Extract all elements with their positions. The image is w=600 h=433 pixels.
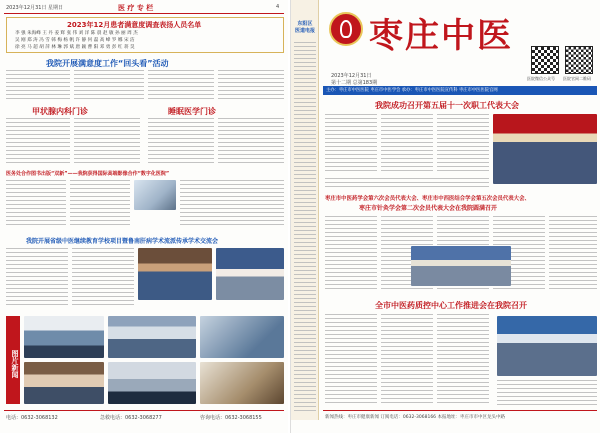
article-title-quality-control-meeting: 全市中医药质控中心工作推进会在我院召开 [375,301,527,310]
side-column-label: 东阳区 医道电报 [294,21,315,34]
staff-congress-photo [493,114,597,184]
conference-group-photo [138,248,212,300]
article-title-association-congress: 枣庄市中医药学会第六次会员代表大会、枣庄市中西医结合学会第五次会员代表大会、 [325,196,530,202]
publication-issue: 第十二期 总第183期 [331,80,378,86]
qr-code-icon [565,46,593,74]
left-header-rule [4,13,284,14]
masthead-title: 枣庄中医 [369,16,513,56]
hospital-logo-icon [329,12,363,46]
left-header-date: 2023年12月31日 星期日 [6,5,64,11]
roster-title: 2023年12月患者满意度调查表扬人员名单 [67,21,202,29]
article-text [70,180,130,228]
article-title-satisfaction: 我院开展满意度工作“回头看”活动 [46,59,169,68]
article-text [325,178,489,188]
side-column [291,0,319,420]
roster-box [6,17,284,53]
article-text [6,118,70,164]
right-footer-rule [323,410,597,411]
article-text [180,180,284,228]
article-text [74,118,140,164]
article-title-thyroid-clinic: 甲状腺内科门诊 [32,107,88,116]
article-text [218,70,284,100]
article-title-sleep-clinic: 睡眠医学门诊 [168,107,216,116]
article-text [325,216,377,290]
article-text [325,114,377,174]
photo-news-image [200,362,284,404]
article-title-education-conference: 我院开展省级中医继续教育学校项目暨鲁南肝病学术流派传承学术交流会 [26,238,219,245]
article-text [381,114,433,174]
left-footer-phone: 电话：0632-3068132 [6,415,58,421]
article-photo [134,180,176,210]
left-header-section: 医 疗 专 栏 [118,4,154,12]
photo-news-image [24,316,104,358]
article-title-staff-congress: 我院成功召开第五届十一次职工代表大会 [375,101,519,110]
right-newspaper-page [290,0,600,433]
subheader-bar [323,86,597,95]
photo-news-image [108,362,196,404]
article-text [325,314,377,406]
article-text [6,70,70,100]
left-footer-phone: 急救电话：0632-3068277 [100,415,162,421]
article-text [6,248,68,308]
subheader-text: 主办：枣庄市中医医院 枣庄市中医学会 承办：枣庄市中医医院宣传科 枣庄市中医医院官网 [326,88,498,93]
roster-row: 李 强 朱海峰 王 丹 姜 辉 张 伟 刘 洋 陈 晨 赵 敏 孙 丽 周 杰 [15,31,138,36]
article-text [549,216,597,290]
article-text [218,118,284,164]
roster-row: 吴 刚 郑 涛 冯 雪 韩 梅 杨 帆 许 静 何 磊 高 峰 罗 娜 宋 洁 [15,38,135,43]
publication-date: 2023年12月31日 [331,73,372,79]
qr-label: 医院官网二维码 [563,76,591,81]
right-footer-info: 新闻热线：枣庄市健康新闻 订阅电话：0632-3068166 本报地址：枣庄市市中区龙头中路 [325,415,505,420]
article-text [381,314,433,406]
conference-stage-photo [216,248,284,300]
article-text [497,380,597,406]
photo-news-image [200,316,284,358]
quality-control-meeting-photo [497,316,597,376]
article-text [148,70,214,100]
photo-news-label: 图片新闻 [6,316,20,404]
qr-label: 医院微信公众号 [527,76,555,81]
roster-row: 徐 亮 马 超 胡 萍 林 琳 郭 斌 唐 颖 曹 阳 邓 勇 彭 红 蒋 昊 [15,45,135,50]
article-text [437,314,489,406]
side-column-text [294,42,316,412]
photo-news-image [108,316,196,358]
article-text [72,248,134,308]
photo-news-image [24,362,104,404]
article-text [148,118,214,164]
qr-code-icon [531,46,559,74]
left-footer-rule [4,410,284,411]
article-title-association-congress-line2: 枣庄市针灸学会第二次会员代表大会在我院圆满召开 [359,205,498,212]
association-congress-photo [411,246,511,286]
article-text [437,114,489,174]
article-text [6,180,66,228]
left-footer-phone: 咨询电话：0632-3068155 [200,415,262,421]
article-text [74,70,144,100]
logo-inner [340,20,352,38]
left-header-page-number: 4 [276,4,280,10]
article-title-publication: 医务处合作图书出版“双新”——我院获得国际高端影像合作“数字化医院” [6,171,170,177]
left-newspaper-page [0,0,288,433]
